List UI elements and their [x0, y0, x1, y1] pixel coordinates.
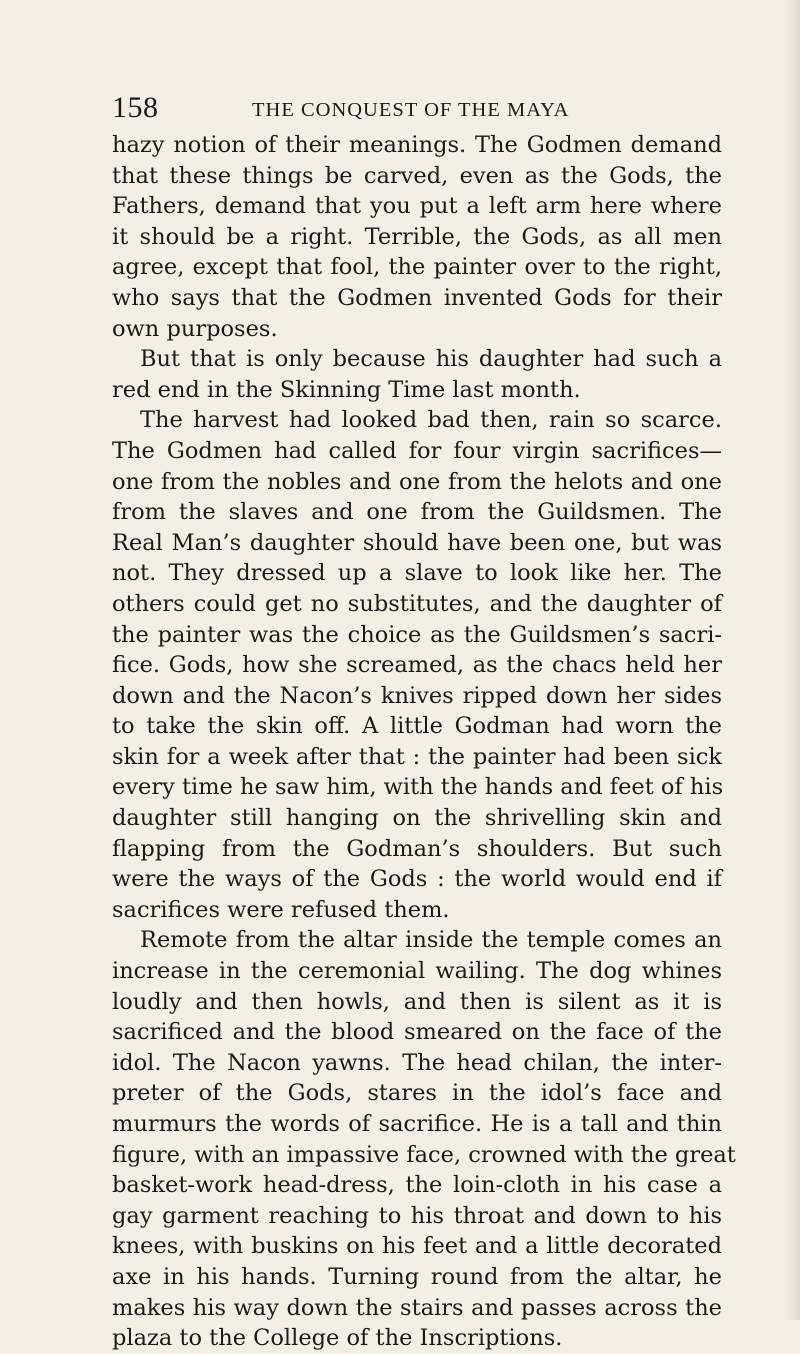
- text-line: down and the Nacon’s knives ripped down her sides: [112, 682, 722, 709]
- text-line: red end in the Skinning Time last month.: [112, 376, 581, 403]
- text-line: The harvest had looked bad then, rain so scarce.: [140, 407, 722, 434]
- text-line: knees, with buskins on his feet and a little decorated: [112, 1233, 722, 1260]
- text-line: not. They dressed up a slave to look like her. The: [112, 560, 722, 587]
- text-line: gay garment reaching to his throat and down to his: [112, 1202, 722, 1229]
- text-line: one from the nobles and one from the helots and one: [112, 468, 722, 495]
- text-line: fice. Gods, how she screamed, as the chacs held her: [112, 652, 722, 679]
- text-line: loudly and then howls, and then is silent as it is: [112, 988, 722, 1015]
- text-line: figure, with an impassive face, crowned with the great: [112, 1141, 736, 1168]
- text-line: agree, except that fool, the painter over to the right,: [112, 254, 722, 281]
- text-line: sacrificed and the blood smeared on the face of the: [112, 1019, 722, 1046]
- text-line: were the ways of the Gods : the world would end if: [112, 866, 722, 893]
- text-line: basket-work head-dress, the loin-cloth in his case a: [112, 1172, 722, 1199]
- text-line: makes his way down the stairs and passes across the: [112, 1294, 722, 1321]
- text-line: But that is only because his daughter had such a: [140, 346, 722, 373]
- text-line: Fathers, demand that you put a left arm here where: [112, 193, 722, 220]
- paragraph: [112, 405, 722, 925]
- text-line: Remote from the altar inside the temple comes an: [140, 927, 722, 954]
- text-line: from the slaves and one from the Guildsmen. The: [112, 499, 722, 526]
- text-line: plaza to the College of the Inscriptions.: [112, 1325, 563, 1352]
- text-line: murmurs the words of sacrifice. He is a tall and thin: [112, 1111, 722, 1137]
- paragraph: [112, 344, 722, 405]
- page-number: 158: [112, 91, 159, 124]
- text-line: skin for a week after that : the painter had been sick: [112, 743, 722, 770]
- text-line: flapping from the Godman’s shoulders. But such: [112, 835, 722, 862]
- running-title: THE CONQUEST OF THE MAYA: [252, 99, 570, 121]
- text-line: The Godmen had called for four virgin sacrifices—: [112, 437, 722, 464]
- text-line: hazy notion of their meanings. The Godmen demand: [112, 132, 722, 158]
- text-line: preter of the Gods, stares in the idol’s face and: [112, 1080, 722, 1107]
- text-line: who says that the Godmen invented Gods for their: [112, 284, 722, 311]
- text-line: own purposes.: [112, 315, 278, 342]
- text-line: idol. The Nacon yawns. The head chilan, the inter-: [112, 1049, 722, 1076]
- text-line: sacrifices were refused them.: [112, 896, 450, 923]
- text-line: axe in his hands. Turning round from the altar, he: [112, 1263, 722, 1290]
- page-header: [112, 88, 692, 128]
- text-line: to take the skin off. A little Godman had worn the: [112, 713, 722, 740]
- paragraph: [112, 925, 736, 1353]
- text-line: Real Man’s daughter should have been one, but was: [112, 529, 722, 556]
- page-edge-shadow: [786, 0, 800, 1320]
- text-line: every time he saw him, with the hands and feet of his: [112, 774, 724, 801]
- text-line: daughter still hanging on the shrivelling skin and: [112, 805, 722, 832]
- body-text: [112, 130, 736, 1354]
- text-line: the painter was the choice as the Guildsmen’s sacri-: [112, 621, 722, 648]
- text-line: others could get no substitutes, and the daughter of: [112, 590, 722, 617]
- text-line: it should be a right. Terrible, the Gods, as all men: [112, 223, 722, 250]
- paragraph: [112, 130, 722, 344]
- text-line: increase in the ceremonial wailing. The dog whines: [112, 958, 722, 985]
- text-line: that these things be carved, even as the Gods, the: [112, 162, 722, 189]
